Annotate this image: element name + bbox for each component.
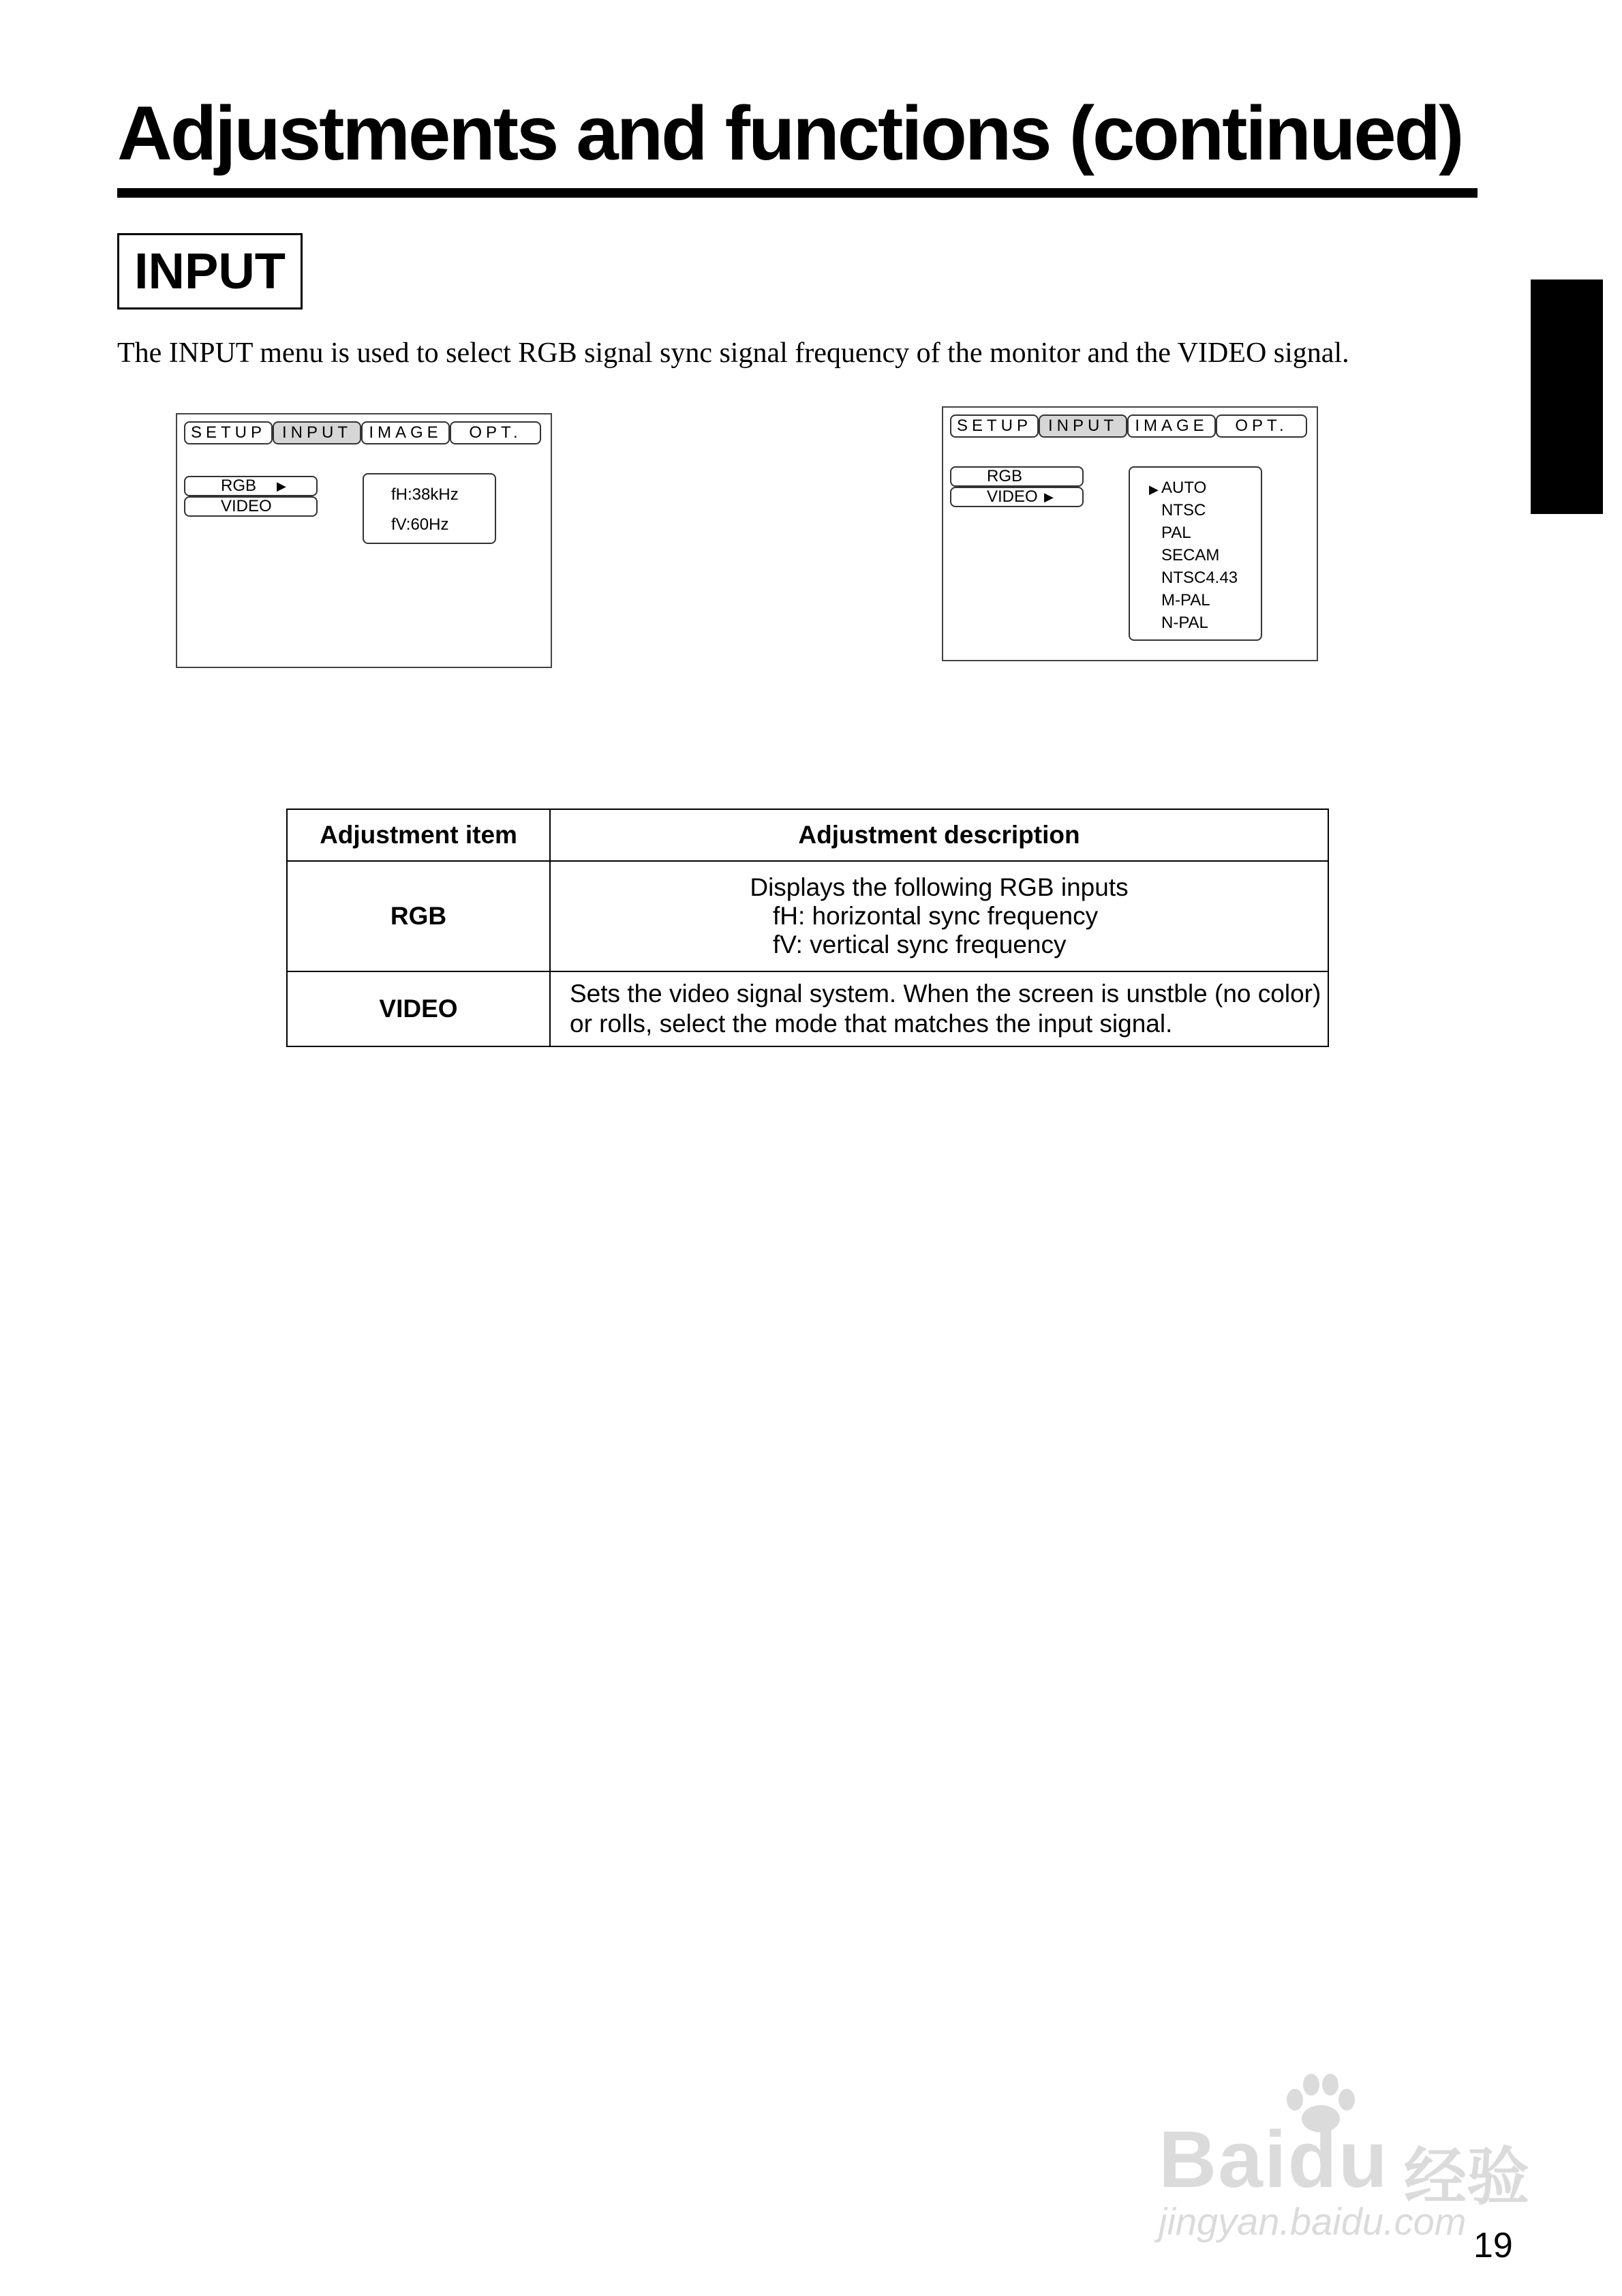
- osd-item-video[interactable]: [184, 496, 318, 517]
- osd-tab-input[interactable]: INPUT: [1039, 414, 1127, 438]
- video-option[interactable]: PAL: [1161, 524, 1191, 542]
- table-row: [287, 971, 1328, 1046]
- side-thumb-tab: [1531, 280, 1603, 514]
- baidu-watermark: [1152, 2072, 1533, 2250]
- watermark-url: jingyan.baidu.com: [1159, 2200, 1467, 2243]
- osd-tab-image[interactable]: IMAGE: [361, 421, 450, 444]
- title-rule: [117, 188, 1478, 198]
- watermark-chinese: 经验: [1404, 2143, 1530, 2212]
- adjustment-item: VIDEO: [287, 971, 550, 1046]
- osd-tab-bar: [950, 414, 1309, 438]
- osd-item-label: VIDEO: [987, 487, 1038, 506]
- adjustment-item: RGB: [287, 861, 550, 971]
- video-option[interactable]: N-PAL: [1161, 614, 1208, 632]
- osd-tab-opt[interactable]: OPT.: [450, 421, 541, 444]
- rgb-frequency-panel: [363, 473, 496, 544]
- watermark-brand: Baidu: [1159, 2115, 1389, 2205]
- video-option[interactable]: NTSC: [1161, 501, 1206, 519]
- section-heading-box: [117, 233, 303, 309]
- video-option[interactable]: M-PAL: [1161, 591, 1210, 609]
- description-line: or rolls, select the mode that matches the input signal.: [570, 1010, 1173, 1038]
- adjustment-description: [550, 861, 1328, 971]
- table-row: [287, 861, 1328, 971]
- description-line: fH: horizontal sync frequency: [773, 902, 1099, 930]
- osd-item-label: RGB: [221, 477, 257, 495]
- vertical-frequency: fV:60Hz: [391, 515, 449, 534]
- osd-tab-setup[interactable]: SETUP: [184, 421, 273, 444]
- osd-item-video[interactable]: [950, 487, 1084, 507]
- table-header-row: [287, 809, 1328, 861]
- osd-tab-bar: [184, 421, 542, 444]
- osd-menu-video: [942, 406, 1318, 661]
- adjustment-table: [286, 809, 1329, 1047]
- video-option[interactable]: AUTO: [1161, 479, 1207, 497]
- video-option[interactable]: SECAM: [1161, 546, 1220, 564]
- triangle-right-icon: ▶: [1149, 483, 1159, 496]
- osd-tab-image[interactable]: IMAGE: [1127, 414, 1216, 438]
- adjustment-description: [550, 971, 1328, 1046]
- intro-text: The INPUT menu is used to select RGB signal sync signal frequency of the monitor and the VIDEO signal.: [117, 337, 1349, 369]
- page-title: Adjustments and functions (continued): [117, 91, 1463, 176]
- triangle-right-icon: ▶: [1044, 490, 1054, 504]
- section-heading: INPUT: [134, 243, 286, 299]
- osd-tab-opt[interactable]: OPT.: [1216, 414, 1307, 438]
- description-line: Displays the following RGB inputs: [750, 873, 1129, 901]
- description-line: fV: vertical sync frequency: [773, 931, 1067, 958]
- horizontal-frequency: fH:38kHz: [391, 485, 459, 504]
- video-system-list: [1129, 466, 1262, 641]
- osd-tab-input[interactable]: INPUT: [273, 421, 361, 444]
- column-header: Adjustment description: [550, 809, 1328, 861]
- osd-item-label: VIDEO: [221, 497, 272, 515]
- osd-tab-setup[interactable]: SETUP: [950, 414, 1039, 438]
- triangle-right-icon: ▶: [277, 479, 286, 493]
- osd-item-rgb[interactable]: [184, 476, 318, 496]
- page-number: 19: [1473, 2226, 1513, 2265]
- osd-item-rgb[interactable]: [950, 466, 1084, 487]
- osd-item-label: RGB: [987, 467, 1023, 485]
- video-option[interactable]: NTSC4.43: [1161, 569, 1238, 587]
- column-header: Adjustment item: [287, 809, 550, 861]
- osd-menu-rgb: [176, 413, 552, 668]
- description-line: Sets the video signal system. When the screen is unstble (no color): [570, 980, 1321, 1008]
